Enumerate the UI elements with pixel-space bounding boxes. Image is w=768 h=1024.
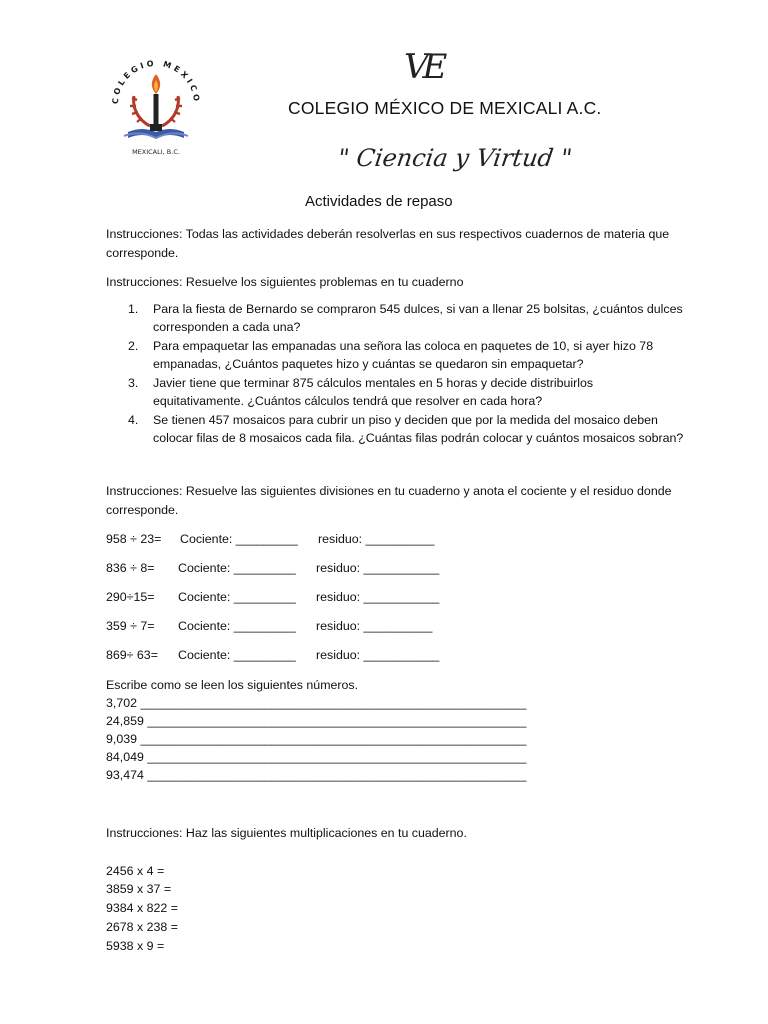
division-expression: 359 ÷ 7= [106,619,155,633]
list-item [106,411,686,447]
school-monogram: VE [404,47,442,87]
read-numbers-instructions: Escribe como se leen los siguientes números. [106,678,359,692]
remainder-blank: residuo: ___________ [316,561,440,575]
list-item [106,300,686,336]
quotient-blank: Cociente: _________ [178,590,296,604]
school-name-heading: COLEGIO MÉXICO DE MEXICALI A.C. [288,98,602,118]
school-logo-icon [104,46,208,158]
multiplication-row: 9384 x 822 = [106,901,178,915]
division-expression: 958 ÷ 23= [106,532,162,546]
problem-number: 3. [128,376,139,390]
division-expression: 836 ÷ 8= [106,561,155,575]
problem-text: Para la fiesta de Bernardo se compraron 545 dulces, si van a llenar 25 bolsitas, ¿cuántos dulces corresponden a cada una? [153,302,683,334]
list-item [106,374,686,410]
multiplication-row: 5938 x 9 = [106,939,165,953]
quotient-blank: Cociente: _________ [178,561,296,575]
read-number-row: 3,702 ________________________________________________________ [106,696,527,710]
division-expression: 290÷15= [106,590,155,604]
division-expression: 869÷ 63= [106,648,158,662]
multiplication-row: 2678 x 238 = [106,920,178,934]
word-problems-list [106,300,686,448]
remainder-blank: residuo: __________ [318,532,435,546]
read-number-row: 24,859 _______________________________________________________ [106,714,527,728]
remainder-blank: residuo: ___________ [316,590,440,604]
worksheet-title: Actividades de repaso [305,193,453,210]
quotient-blank: Cociente: _________ [180,532,298,546]
svg-text:COLEGIO MEXICO: COLEGIO MEXICO [110,58,202,105]
problem-text: Javier tiene que terminar 875 cálculos mentales en 5 horas y decide distribuirlos equitativamente. ¿Cuántos cálculos tendrá que resolver en cada hora? [153,376,594,408]
read-number-row: 9,039 ________________________________________________________ [106,732,527,746]
read-number-row: 93,474 _______________________________________________________ [106,768,527,782]
problem-number: 1. [128,302,139,316]
remainder-blank: residuo: __________ [316,619,433,633]
list-item [106,337,686,373]
divisions-instructions: Instrucciones: Resuelve las siguientes divisiones en tu cuaderno y anota el cociente y el residuo donde corresponde. [106,484,672,517]
school-motto: " Ciencia y Virtud " [336,144,574,172]
multiplication-instructions: Instrucciones: Haz las siguientes multiplicaciones en tu cuaderno. [106,826,467,840]
problem-number: 4. [128,413,139,427]
quotient-blank: Cociente: _________ [178,619,296,633]
quotient-blank: Cociente: _________ [178,648,296,662]
multiplication-row: 3859 x 37 = [106,882,172,896]
svg-text:MEXICALI, B.C.: MEXICALI, B.C. [132,148,180,156]
general-instructions: Instrucciones: Todas las actividades deberán resolverlas en sus respectivos cuadernos de materia que corresponde. [106,227,670,260]
remainder-blank: residuo: ___________ [316,648,440,662]
multiplication-row: 2456 x 4 = [106,864,165,878]
problem-text: Se tienen 457 mosaicos para cubrir un piso y deciden que por la medida del mosaico deben colocar filas de 8 mosaicos cada fila. ¿Cuántas filas podrán colocar y cuántos mosaicos sobran? [153,413,684,445]
read-number-row: 84,049 _______________________________________________________ [106,750,527,764]
problem-number: 2. [128,339,139,353]
problem-text: Para empaquetar las empanadas una señora las coloca en paquetes de 10, si ayer hizo 78 empanadas, ¿Cuántos paquetes hizo y cuántas se quedaron sin empaquetar? [153,339,654,371]
problems-instructions: Instrucciones: Resuelve los siguientes problemas en tu cuaderno [106,275,464,289]
